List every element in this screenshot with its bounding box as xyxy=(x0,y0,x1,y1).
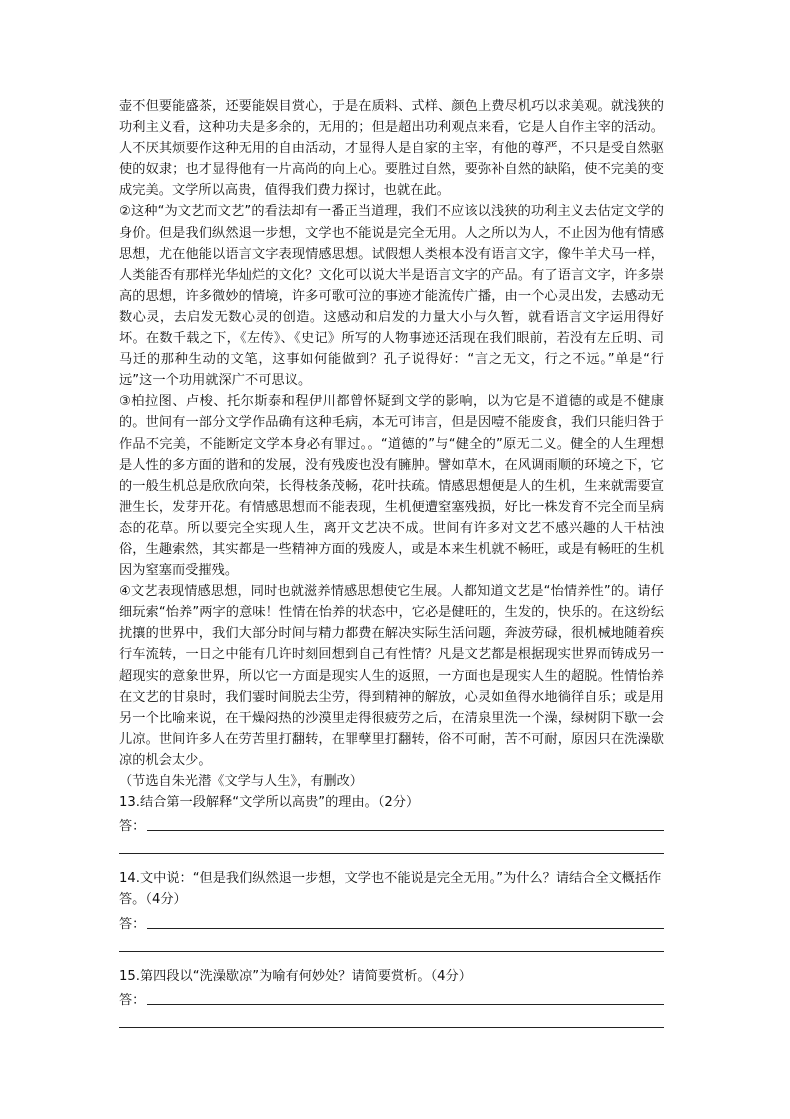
answer-line-15a[interactable] xyxy=(147,1003,664,1005)
answer-row-15 xyxy=(119,987,664,1008)
answer-extra-13 xyxy=(119,834,664,854)
paragraph-3: ③柏拉图、卢梭、托尔斯泰和程伊川都曾怀疑到文学的影响，以为它是不道德的或是不健康的。世间有一部分文学作品确有这种毛病，本无可讳言，但是因噎不能废食，我们只能归咎于作品不完美，不能断定文学本身必有罪过。。“道德的”与“健全的”原无二义。健全的人生理想是人性的多方面的谐和的发展，没有残废也没有臃肿。譬如草木，在风调雨顺的环境之下，它的一般生机总是欣欣向荣，长得枝条茂畅，花叶扶疏。情感思想便是人的生机，生来就需要宣泄生长，发芽开花。有情感思想而不能表现，生机便遭窒塞残损，好比一株发育不完全而呈病态的花草。所以要完全实现人生，离开文艺决不成。世间有许多对文艺不感兴趣的人干枯浊俗，生趣索然，其实都是一些精神方面的残废人，或是本来生机就不畅旺，或是有畅旺的生机因为窒塞而受摧残。 xyxy=(119,394,664,579)
answer-extra-15 xyxy=(119,1008,664,1028)
question-15: 15.第四段以“洗澡歇凉”为喻有何妙处？请简要赏析。（4分） xyxy=(119,968,472,984)
answer-line-13b[interactable] xyxy=(119,852,664,854)
answer-extra-14 xyxy=(119,932,664,952)
answer-label: 答： xyxy=(119,992,146,1008)
answer-row-13 xyxy=(119,813,664,834)
answer-line-14b[interactable] xyxy=(119,950,664,952)
question-13: 13.结合第一段解释“文学所以高贵”的理由。（2分） xyxy=(119,795,420,811)
answer-line-14a[interactable] xyxy=(147,927,664,929)
source-note: （节选自朱光潜《文学与人生》，有删改） xyxy=(119,774,363,789)
question-14: 14.文中说：“但是我们纵然退一步想，文学也不能说是完全无用。”为什么？请结合全文概括作答。（4分） xyxy=(119,871,662,908)
exam-page xyxy=(119,96,664,1028)
paragraph-4: ④文艺表现情感思想，同时也就滋养情感思想使它生展。人都知道文艺是“怡情养性”的。请仔细玩索“怡养”两字的意味！性情在怡养的状态中，它必是健旺的，生发的，快乐的。在这纷纭扰攘的世界中，我们大部分时间与精力都费在解决实际生活问题，奔波劳碌，很机械地随着疾行车流转，一日之中能有几许时刻回想到自己有性情？凡是文艺都是根据现实世界而铸成另一超现实的意象世界，所以它一方面是现实人生的返照，一方面也是现实人生的超脱。性情怡养在文艺的甘泉时，我们霎时间脱去尘劳，得到精神的解放，心灵如鱼得水地徜徉自乐；或是用另一个比喻来说，在干燥闷热的沙漠里走得很疲劳之后，在清泉里洗一个澡，绿树阴下歇一会儿凉。世间许多人在劳苦里打翻转，在罪孽里打翻转，俗不可耐，苦不可耐，原因只在洗澡歇凉的机会太少。 xyxy=(119,584,664,768)
answer-label: 答： xyxy=(119,819,146,835)
paragraph-1: 壶不但要能盛茶，还要能娱目赏心，于是在质料、式样、颜色上费尽机巧以求美观。就浅狭的功利主义看，这种功夫是多余的，无用的；但是超出功利观点来看，它是人自作主宰的活动。人不厌其烦要作这种无用的自由活动，才显得人是自家的主宰，有他的尊严，不只是受自然驱使的奴隶；也才显得他有一片高尚的向上心。要胜过自然，要弥补自然的缺陷，使不完美的变成完美。文学所以高贵，值得我们费力探讨，也就在此。 xyxy=(119,99,664,199)
paragraph-2: ②这种“为文艺而文艺”的看法却有一番正当道理，我们不应该以浅狭的功利主义去估定文学的身价。但是我们纵然退一步想，文学也不能说是完全无用。人之所以为人，不止因为他有情感思想，尤在他能以语言文字表现情感思想。试假想人类根本没有语言文字，像牛羊犬马一样，人类能否有那样光华灿烂的文化？文化可以说大半是语言文字的产品。有了语言文字，许多崇高的思想，许多微妙的情境，许多可歌可泣的事迹才能流传广播，由一个心灵出发，去感动无数心灵，去启发无数心灵的创造。这感动和启发的力量大小与久暂，就看语言文字运用得好坏。在数千载之下，《左传》、《史记》所写的人物事迹还活现在我们眼前，若没有左丘明、司马迁的那种生动的文笔，这事如何能做到？孔子说得好：“言之无文，行之不远。”单是“行远”这一个功用就深广不可思议。 xyxy=(119,204,664,389)
answer-row-14 xyxy=(119,910,664,931)
answer-line-15b[interactable] xyxy=(119,1026,664,1028)
answer-label: 答： xyxy=(119,916,146,932)
answer-line-13a[interactable] xyxy=(147,829,664,831)
